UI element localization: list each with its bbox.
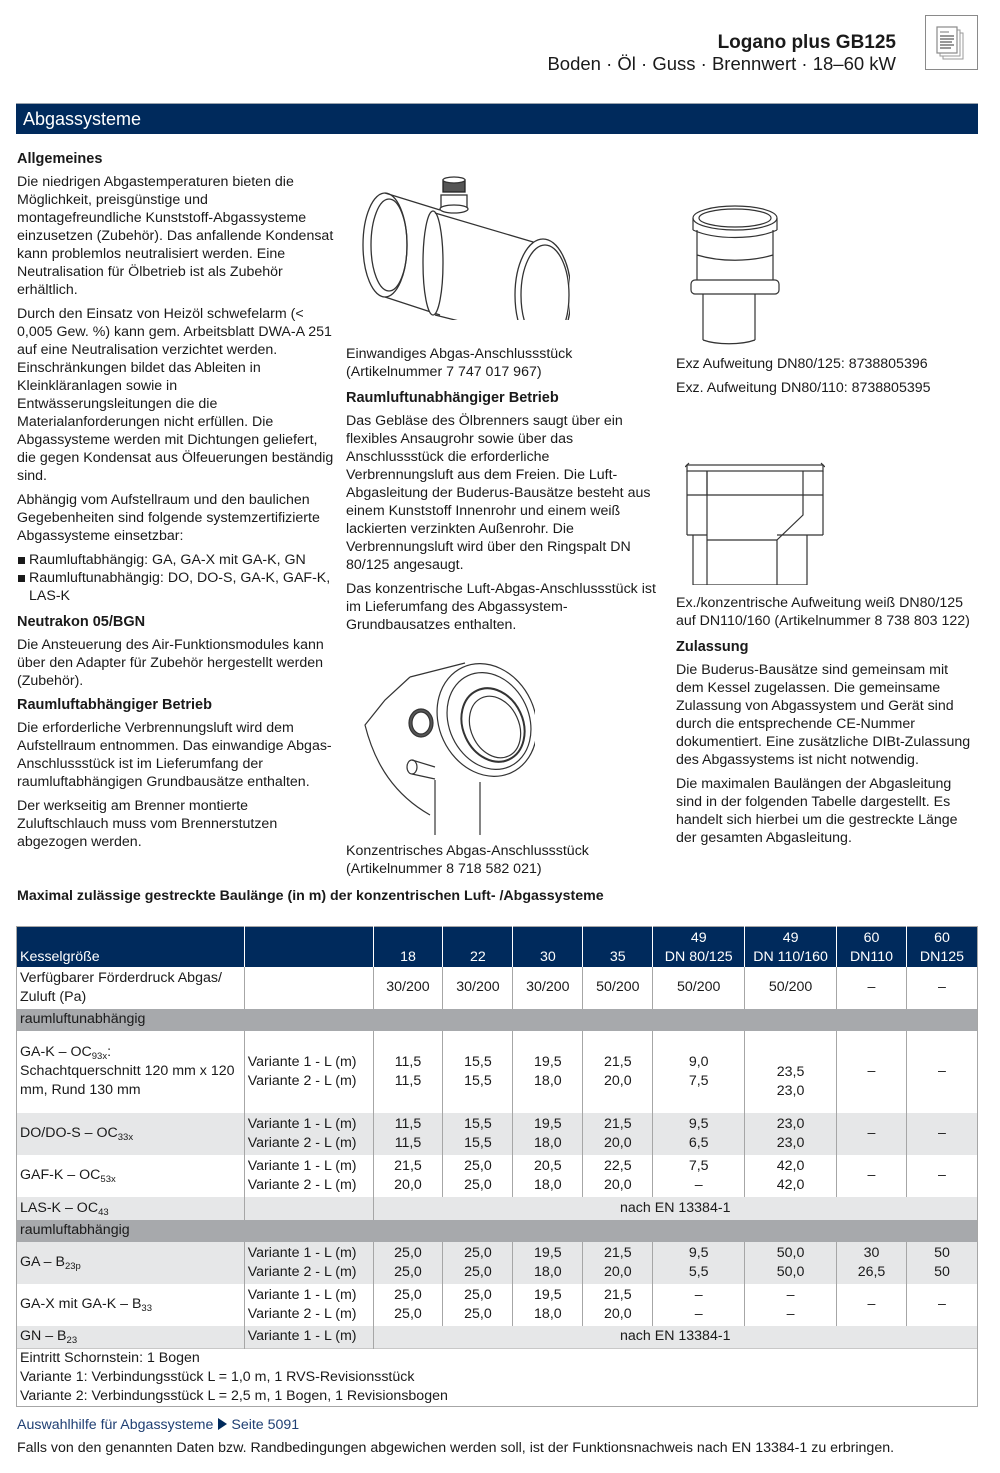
cell: – – [745, 1284, 837, 1326]
concentric-expansion-illustration [685, 455, 825, 590]
section-row-raumluftunabhaengig [17, 1009, 978, 1031]
cell: 23,0 23,0 [745, 1113, 837, 1155]
table-row-gafk [17, 1155, 978, 1197]
link-text[interactable]: Auswahlhilfe für Abgassysteme [17, 1417, 214, 1433]
cell: 30/200 [443, 967, 513, 1009]
column-left [17, 150, 335, 857]
table-row-foerderdruck [17, 967, 978, 1009]
caption-concentric-connector: Konzentrisches Abgas-Anschlussstück (Artikelnummer 8 718 582 021) [346, 843, 589, 877]
column-right [676, 594, 976, 853]
cell: 11,5 11,5 [373, 1113, 443, 1155]
paragraph: Die Buderus-Bausätze sind gemeinsam mit dem Kessel zugelassen. Die gemeinsame Zulassung von Abgassystem und Gerät sind durch die entsprechende CE-Nummer dokumentiert. Eine zusätzliche DIBt-Zulassung des Abgassystems ist nicht notwendig. [676, 662, 971, 768]
section-label: raumluftabhängig [17, 1220, 978, 1242]
cell: 50,0 50,0 [745, 1242, 837, 1284]
header-49-dn80-125: 49 DN 80/125 [653, 927, 745, 967]
cell: 21,5 20,0 [583, 1242, 653, 1284]
cell: 22,5 20,0 [583, 1155, 653, 1197]
header-60-dn110: 60 DN110 [837, 927, 907, 967]
triangle-right-icon [218, 1418, 227, 1430]
cell: – [837, 1031, 907, 1113]
note-line: Variante 1: Verbindungsstück L = 1,0 m, 1 RVS-Revisionsstück [20, 1369, 415, 1385]
table-row-dodos [17, 1113, 978, 1155]
cell: 21,5 20,0 [583, 1031, 653, 1113]
cell: – [837, 1284, 907, 1326]
variant-labels: Variante 1 - L (m) Variante 2 - L (m) [244, 1155, 373, 1197]
variant-labels: Variante 1 - L (m) Variante 2 - L (m) [244, 1242, 373, 1284]
header-22: 22 [443, 927, 513, 967]
eccentric-expansion-illustration [685, 200, 795, 350]
paragraph: Das Gebläse des Ölbrenners saugt über ein flexibles Ansaugrohr sowie über das Anschlussstück die erforderliche Verbrennungsluft aus dem Freien. Die Luft-Abgasleitung der Buderus-Bausätze besteht aus einem Kunststoff Innenrohr und einem weiß lackierten verzinkten Außenrohr. Die Verbrennungsluft wird über den Ringspalt DN 80/125 angesaugt. [346, 413, 651, 573]
table-notes [17, 1349, 978, 1407]
table-row-lask [17, 1197, 978, 1220]
cell: – [906, 1284, 977, 1326]
cell: 11,5 11,5 [373, 1031, 443, 1113]
note-line: Eintritt Schornstein: 1 Bogen [20, 1350, 200, 1366]
product-title: Logano plus GB125 [717, 32, 896, 53]
table-title: Maximal zulässige gestreckte Baulänge (in m) der konzentrischen Luft- /Abgassysteme [17, 888, 604, 904]
list-item: Raumluftunabhängig: DO, DO-S, GA-K, GAF-K, LAS-K [17, 569, 335, 605]
cell: 20,5 18,0 [513, 1155, 583, 1197]
cell: 21,5 20,0 [583, 1113, 653, 1155]
cell: – – [653, 1284, 745, 1326]
row-label: $DO/DO-S - OC_{33x}$ [17, 1113, 245, 1155]
cell: 21,5 20,0 [583, 1284, 653, 1326]
product-subtitle: Boden · Öl · Guss · Brennwert · 18–60 kW [547, 53, 896, 74]
cell: 19,5 18,0 [513, 1113, 583, 1155]
row-label: GA-X mit $GA-K - B_{33}$ [17, 1284, 245, 1326]
cell: 30 26,5 [837, 1242, 907, 1284]
cell: – [837, 967, 907, 1009]
row-label: $GAF-K - OC_{53x}$ [17, 1155, 245, 1197]
table-row-ga [17, 1242, 978, 1284]
cell: 25,0 25,0 [443, 1242, 513, 1284]
cell: 50/200 [653, 967, 745, 1009]
heading-allgemeines: Allgemeines [17, 151, 103, 167]
row-label: $LAS-K - OC_{43}$ [17, 1197, 245, 1220]
cell-note: nach EN 13384-1 [373, 1197, 977, 1220]
caption-single-wall-connector: Einwandiges Abgas-Anschlussstück (Artikelnummer 7 747 017 967) [346, 346, 573, 380]
link-page[interactable]: Seite 5091 [231, 1417, 300, 1433]
caption-exz-80-125: Exz Aufweitung DN80/125: 8738805396 [676, 356, 928, 372]
variant-labels: Variante 1 - L (m) Variante 2 - L (m) [244, 1284, 373, 1326]
cell-note: nach EN 13384-1 [373, 1326, 977, 1349]
cell: 30/200 [373, 967, 443, 1009]
table-header-row [17, 927, 978, 967]
note-line: Variante 2: Verbindungsstück L = 2,5 m, 1 Bogen, 1 Revisionsbogen [20, 1388, 448, 1404]
paragraph: Die Ansteuerung des Air-Funktionsmodules kann über den Adapter für Zubehör hergestellt werden (Zubehör). [17, 637, 324, 689]
cell: 50 50 [906, 1242, 977, 1284]
cell: 19,5 18,0 [513, 1031, 583, 1113]
cell: – [906, 1155, 977, 1197]
cell: 25,0 25,0 [373, 1242, 443, 1284]
cell: – [906, 1031, 977, 1113]
variant-label: Variante 1 - L (m) [244, 1326, 373, 1349]
heading-zulassung: Zulassung [676, 639, 749, 655]
cell: 19,5 18,0 [513, 1284, 583, 1326]
cell: 19,5 18,0 [513, 1242, 583, 1284]
cell: 25,0 25,0 [373, 1284, 443, 1326]
cell: 42,0 42,0 [745, 1155, 837, 1197]
cell: – [837, 1113, 907, 1155]
variant-labels: Variante 1 - L (m) Variante 2 - L (m) [244, 1113, 373, 1155]
table-row-gax [17, 1284, 978, 1326]
section-label: raumluftunabhängig [17, 1009, 978, 1031]
cell: 50/200 [583, 967, 653, 1009]
cell: 15,5 15,5 [443, 1113, 513, 1155]
header-18: 18 [373, 927, 443, 967]
header-blank [244, 927, 373, 967]
flue-length-table [16, 926, 978, 1407]
cell: 30/200 [513, 967, 583, 1009]
cell: 15,5 15,5 [443, 1031, 513, 1113]
heading-raumluftabhaengig: Raumluftabhängiger Betrieb [17, 697, 212, 713]
paragraph: Durch den Einsatz von Heizöl schwefelarm (< 0,005 Gew. %) kann gem. Arbeitsblatt DWA-A 251 auf eine Neutralisation verzichtet werden. Einschränkungen bildet das Ableiten in Kleinkläranlagen sowie in Entwässerungsleitungen die die Materialanforderungen nicht erfüllen. Die Abgassysteme werden mit Dichtungen geliefert, die gegen Kondensat aus Ölfeuerungen beständig sind. [17, 306, 334, 484]
single-wall-connector-illustration [355, 175, 570, 325]
caption-exz-80-110: Exz. Aufweitung DN80/110: 8738805395 [676, 380, 931, 396]
table-row-gak [17, 1031, 978, 1113]
cell: 23,5 23,0 [745, 1031, 837, 1113]
cell: – [837, 1155, 907, 1197]
section-row-raumluftabhaengig [17, 1220, 978, 1242]
heading-raumluftunabhaengig: Raumluftunabhängiger Betrieb [346, 390, 559, 406]
paragraph: Die erforderliche Verbrennungsluft wird dem Aufstellraum entnommen. Das einwandige Abgas-Anschlussstück ist im Lieferumfang der raumluftabhängigen Grundbausätze enthalten. [17, 720, 332, 790]
cell: – [906, 967, 977, 1009]
caption-concentric-expansion: Ex./konzentrische Aufweitung weiß DN80/125 auf DN110/160 (Artikelnummer 8 738 803 122) [676, 595, 970, 629]
cell: 50/200 [745, 967, 837, 1009]
column-middle [346, 389, 656, 640]
paragraph: Abhängig vom Aufstellraum und den baulichen Gegebenheiten sind folgende systemzertifizierte Abgassysteme einsetzbar: [17, 492, 320, 544]
table-row-gn [17, 1326, 978, 1349]
variant-labels: Variante 1 - L (m) Variante 2 - L (m) [244, 1031, 373, 1113]
row-label: GN – $B_{23}$ [17, 1326, 245, 1349]
cell: 25,0 25,0 [443, 1155, 513, 1197]
system-list [17, 551, 335, 605]
document-stack-icon [925, 15, 978, 70]
list-item: Raumluftabhängig: GA, GA-X mit GA-K, GN [17, 551, 335, 569]
cell: 7,5 – [653, 1155, 745, 1197]
header-60-dn125: 60 DN125 [906, 927, 977, 967]
heading-neutrakon: Neutrakon 05/BGN [17, 614, 146, 630]
header-30: 30 [513, 927, 583, 967]
footer-note: Falls von den genannten Daten bzw. Randbedingungen abgewichen werden soll, ist der Funktionsnachweis nach EN 13384-1 zu erbringen. [17, 1440, 895, 1456]
table-notes-row [17, 1349, 978, 1407]
header-35: 35 [583, 927, 653, 967]
paragraph: Der werkseitig am Brenner montierte Zuluftschlauch muss vom Brennerstutzen abgezogen werden. [17, 798, 278, 850]
cell: 9,5 5,5 [653, 1242, 745, 1284]
header-kesselgroesse: Kesselgröße [17, 927, 245, 967]
paragraph: Das konzentrische Luft-Abgas-Anschlussstück ist im Lieferumfang des Abgassystem-Grundbausatzes enthalten. [346, 581, 656, 633]
cell: 25,0 25,0 [443, 1284, 513, 1326]
row-label: $GA-K - OC_{93x}$: Schachtquerschnitt 120 mm x 120 mm, Rund 130 mm [17, 1031, 245, 1113]
paragraph: Die maximalen Baulängen der Abgasleitung sind in der folgenden Tabelle dargestellt. Es handelt sich hierbei um die gestreckte Länge der gesamten Abgasleitung. [676, 776, 958, 846]
row-label: GA – $B_{23p}$ [17, 1242, 245, 1284]
row-label: Verfügbarer Förderdruck Abgas/ Zuluft (Pa) [17, 967, 245, 1009]
paragraph: Die niedrigen Abgastemperaturen bieten die Möglichkeit, preisgünstige und montagefreundliche Kunststoff-Abgassysteme einzusetzen (Zubehör). Das anfallende Kondensat kann problemlos neutralisiert werden. Eine Neutralisation für Ölbetrieb ist als Zubehör erhältlich. [17, 174, 334, 298]
cell: – [906, 1113, 977, 1155]
cell: 9,5 6,5 [653, 1113, 745, 1155]
header-49-dn110-160: 49 DN 110/160 [745, 927, 837, 967]
section-title-band: Abgassysteme [16, 103, 978, 134]
concentric-connector-illustration [355, 655, 535, 840]
selection-guide-link[interactable] [17, 1416, 299, 1434]
cell: 9,0 7,5 [653, 1031, 745, 1113]
cell: 21,5 20,0 [373, 1155, 443, 1197]
